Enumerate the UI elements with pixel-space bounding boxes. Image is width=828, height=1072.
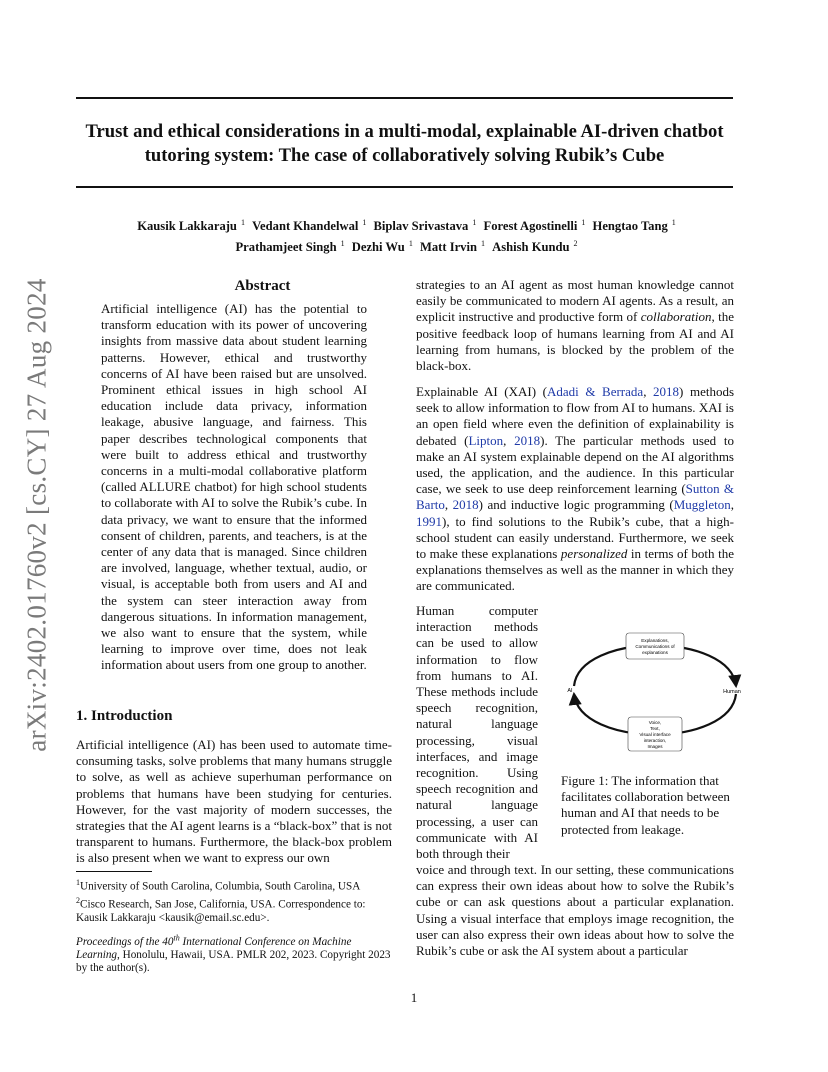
- author-name: Matt Irvin: [419, 240, 477, 255]
- citation-year-link[interactable]: 2018: [653, 384, 680, 399]
- introduction-heading: 1. Introduction: [76, 708, 173, 724]
- collaboration-cycle-diagram: [560, 622, 750, 758]
- proceedings-note: Proceedings of the 40th International Conference on Machine Learning, Honolulu, Hawaii, USA. PMLR 202, 2023. Copyright 2023 by the author(s).: [76, 933, 391, 975]
- footnote-mark: 1: [76, 878, 80, 887]
- footnote-rule: [76, 871, 152, 872]
- author-affiliation-mark: 1: [581, 218, 586, 227]
- author-name: Vedant Khandelwal: [252, 219, 359, 234]
- author-name: Forest Agostinelli: [483, 219, 578, 234]
- ai-node-label: AI: [567, 688, 573, 694]
- citation-link[interactable]: Adadi & Berrada: [546, 384, 644, 399]
- figure-1-caption: Figure 1: The information that facilitates collaboration between human and AI that needs to be protected from leakage.: [561, 773, 730, 837]
- human-node-label: Human: [723, 689, 741, 695]
- author-name: Biplav Srivastava: [373, 219, 469, 234]
- bottom-box-line: Voice,: [648, 720, 662, 725]
- right-paragraph-2: Explainable AI (XAI) (Adadi & Berrada, 2018) methods seek to allow information to flow from AI to humans. XAI is an open field where even the definition of explainability is debated (Lipton, 2018). The particular methods used to make an AI system explainable depend on the AI algorithms used, the application, and the audience. In this particular case, we seek to use deep reinforcement learning (Sutton & Barto, 2018) and inductive logic programming (Muggleton, 1991), to find solutions to the Rubik’s cube, that a high-school student can easily understand. Furthermore, we seek to make these explanations personalized in terms of both the explanations themselves as well as the manner in which they are communicated.: [416, 384, 735, 594]
- title-bottom-rule: [76, 186, 733, 188]
- author-name: Ashish Kundu: [492, 240, 570, 255]
- citation-link[interactable]: Muggleton: [673, 497, 731, 513]
- title-top-rule: [76, 97, 733, 99]
- author-name: Dezhi Wu: [351, 240, 405, 255]
- author-affiliation-mark: 1: [340, 239, 345, 249]
- author-affiliation-mark: 1: [480, 239, 485, 249]
- paper-title: Trust and ethical considerations in a multi-modal, explainable AI-driven chatbot tutoring system: The case of collaboratively solving Rubik’s Cube: [85, 121, 724, 166]
- top-box-line: explanations: [642, 650, 668, 655]
- abstract-text: Artificial intelligence (AI) has the potential to transform education with its power of uncovering insights from massive data about student learning patterns. However, ethical and trustworthy concerns of AI have been raised but are unsolved. Prominent ethical issues in high school AI education include data privacy, information leakage, abusive language, and fairness. This paper describes technological components that were built to address ethical and trustworthy concerns in a multi-modal collaborative platform (called ALLURE chatbot) for high school students to collaborate with AI to solve the Rubik’s cube. In data privacy, we want to ensure that the informed consent of children, parents, and teachers, is at the center of any data that is managed. Since children are involved, language, whether textual, audio, or visual, is acceptable both from users and AI and the system can steer interaction away from dangerous situations. In information management, we also want to ensure that the system, while learning to improve over time, does not leak information about users from one group to another.: [101, 301, 367, 673]
- right-paragraph-1: strategies to an AI agent as most human knowledge cannot easily be communicated to modern AI agents. As a result, an explicit instructive and productive form of collaboration, the positive feedback loop of humans learning from AI and AI learning from humans, is blocked by the problem of the black-box.: [416, 277, 734, 374]
- author-list: [76, 214, 733, 256]
- author-affiliation-mark: 1: [472, 218, 477, 227]
- top-box-line: Explanations,: [641, 638, 669, 643]
- author-name: Prathamjeet Singh: [235, 240, 337, 255]
- affiliation-footnote: [76, 876, 396, 925]
- abstract-heading: Abstract: [234, 278, 291, 294]
- citation-link[interactable]: Sutton & Barto: [416, 481, 734, 513]
- introduction-paragraph: Artificial intelligence (AI) has been used to automate time-consuming tasks, solve problems that many humans struggle to solve, as well as achieve superhuman performance on problems that humans have been studying for centuries. However, for the vast majority of modern successes, the strategies that the AI agent learns is a “black-box” that is not transparent to humans. Furthermore, the black-box problem is also present when we want to express our own: [76, 737, 392, 866]
- author-affiliation-mark: 1: [240, 218, 245, 227]
- affiliation-2: Cisco Research, San Jose, California, USA. Correspondence to: Kausik Lakkaraju <kausik@email.sc.edu>.: [76, 898, 366, 924]
- citation-link[interactable]: Lipton: [468, 432, 504, 448]
- bottom-box-line: Images: [647, 744, 663, 749]
- arxiv-side-stamp: [12, 270, 62, 760]
- citation-year-link[interactable]: 2018: [452, 497, 479, 513]
- page-number: 1: [410, 990, 418, 1005]
- top-box-line: Communications of: [635, 644, 675, 649]
- footnote-mark: 2: [76, 895, 80, 905]
- author-affiliation-mark: 1: [408, 239, 413, 249]
- author-affiliation-mark: 2: [573, 239, 578, 249]
- author-name: Hengtao Tang: [592, 219, 668, 234]
- bottom-box-line: interaction,: [643, 738, 667, 743]
- affiliation-1: University of South Carolina, Columbia, South Carolina, USA: [80, 880, 361, 893]
- citation-year-link[interactable]: 1991: [416, 513, 442, 529]
- author-name: Kausik Lakkaraju: [137, 219, 237, 234]
- bottom-box-line: Visual interface: [639, 732, 671, 737]
- author-affiliation-mark: 1: [362, 218, 367, 227]
- citation-year-link[interactable]: 2018: [514, 432, 541, 448]
- author-affiliation-mark: 1: [671, 218, 676, 227]
- right-paragraph-3-continued: voice and through text. In our setting, these communications can express their own ideas about how to solve the Rubik’s cube or can ask questions about a particular explanation. Using a visual interface that employs image recognition, the user can also express their own ideas about how to solve the Rubik’s cube or ask the AI system about a particular: [416, 862, 734, 959]
- arxiv-id: arXiv:2402.01760v2 [cs.CY] 27 Aug 2024: [21, 278, 52, 752]
- bottom-box-line: Text,: [650, 726, 660, 731]
- right-paragraph-3-wrapped: Human computer interaction methods can be used to allow information to flow from humans to AI. These methods include speech recognition, natural language processing, visual interfaces, and image recognition. Using speech recognition and natural language processing, a user can communicate with AI both through their: [416, 603, 538, 862]
